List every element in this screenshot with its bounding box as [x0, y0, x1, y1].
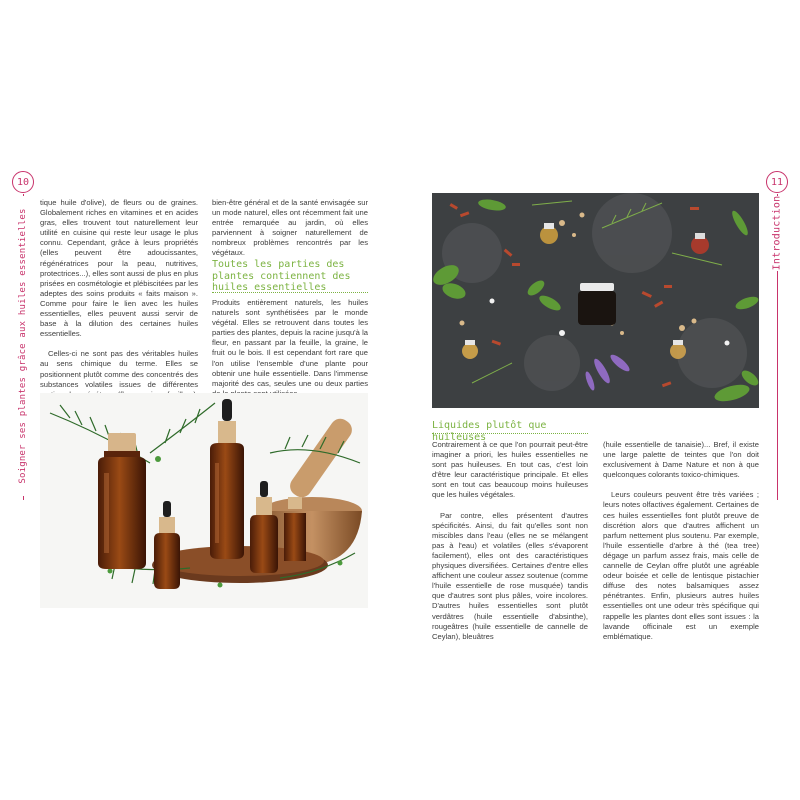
page-number-left: 10	[12, 171, 34, 193]
section-heading-right: Liquides plutôt que huileuses	[432, 420, 547, 443]
heading-underline-right	[432, 433, 588, 434]
heading-underline-left	[212, 292, 368, 293]
paragraph: tique huile d'olive), de fleurs ou de graines. Globalement riches en vitamines et en acides gras, elles trouvent tout naturellement leur utilité en cuisine qui reste leur usage le plus connu. Cependant, grâce à leurs propriétés (elles peuvent être adoucissantes, régénératrices pour la peau, nutritives, protectrices...), elles sont aussi de plus en plus prisées en cosmétologie et plébiscitées par les adeptes des soins produits « faits maison ». Comme pour faire le lien avec les huiles essentielles, elles peuvent aussi servir de base à la dilution des certaines huiles essentielles.	[40, 198, 198, 339]
paragraph: Contrairement à ce que l'on pourrait peut-être imaginer a priori, les huiles essentielles ne sont pas huileuses. En tout cas, c'est loin d'être leur caractéristique principale. Et elles sont en tout cas beaucoup moins huileuses que les huiles végétales.	[432, 440, 588, 500]
paragraph: (huile essentielle de tanaisie)... Bref, il existe une large palette de teintes que l'on doit exclusivement à Dame Nature et non à que quelconques colorants toxico-chimiques.	[603, 440, 759, 480]
photo-plants-and-oils	[432, 193, 759, 408]
section-heading-left: Toutes les parties des plantes contiennent des huiles essentielles	[212, 259, 351, 293]
running-title-left-wrap	[14, 196, 32, 496]
running-title-right: Introduction	[771, 195, 783, 271]
bottles-illustration	[40, 393, 368, 608]
right-column-1	[432, 440, 588, 642]
page-number-right: 11	[766, 171, 788, 193]
left-column-2	[212, 198, 368, 259]
herbs-illustration	[432, 193, 759, 408]
left-column-2-body	[212, 298, 368, 399]
paragraph: Leurs couleurs peuvent être très variées ; leurs notes olfactives également. Certaines de ces huiles essentielles font plutôt preuve de discrétion alors que d'autres affichent un parfum nettement plus soutenu. Par exemple, l'huile essentielle d'arbre à thé (tea tree) dégage un parfum assez frais, mais celle de cannelle de Ceylan offre plutôt une agréable odeur boisée et celle de lentisque pistachier diffuse des notes balsamiques assez pénétrantes. Enfin, plusieurs autres huiles essentielles ont une odeur très spécifique qui rappelle les plantes dont elles sont issues : la lavande officinale est un exemple emblématique.	[603, 490, 759, 641]
paragraph: Produits entièrement naturels, les huiles naturels sont synthétisées par le monde végétal. Elles se retrouvent dans toutes les parties des plantes, depuis la racine jusqu'à la fleur, en passant par la feuille, la graine, le fruit ou le bois. Il est cependant fort rare que l'on utilise l'ensemble d'une plante pour obtenir une huile essentielle. Dans l'immense majorité des cas, seules une ou deux parties	[212, 298, 368, 388]
paragraph: bien-être général et de la santé envisagée sur un mode naturel, elles ont récemment fait une entrée remarquée au jardin, où elles parviennent à soigner naturellement de nombreux problèmes rencontrés par les végétaux.	[212, 198, 368, 258]
photo-essential-oil-bottles	[40, 393, 368, 608]
right-column-2	[603, 440, 759, 642]
paragraph: Par contre, elles présentent d'autres spécificités. Ainsi, du fait qu'elles sont non miscibles dans l'eau (elles ne se mélangent pas à l'eau) et volatiles (elles s'évaporent facilement), elles ont des caractéristiques physiques diversifiées. Certaines d'entre elles affichent une couleur assez soutenue (comme l'huile essentielle de rose musquée) tandis que d'autres sont plus pâles, voire incolores. D'autres huiles essentielles sont plutôt verdâtres (huile essentielle d'absinthe), rougeâtres (huile essentielle de cannelle de Ceylan), bleuâtres	[432, 510, 588, 641]
paragraph: Celles-ci ne sont pas des véritables huiles au sens chimique du terme. Elles se positionnent plutôt comme des concentrés des substances volatiles issues de différentes	[40, 349, 198, 389]
running-title-right-wrap	[768, 196, 786, 271]
running-title-left: Soigner ses plantes grâce aux huiles essentielles	[18, 208, 28, 484]
